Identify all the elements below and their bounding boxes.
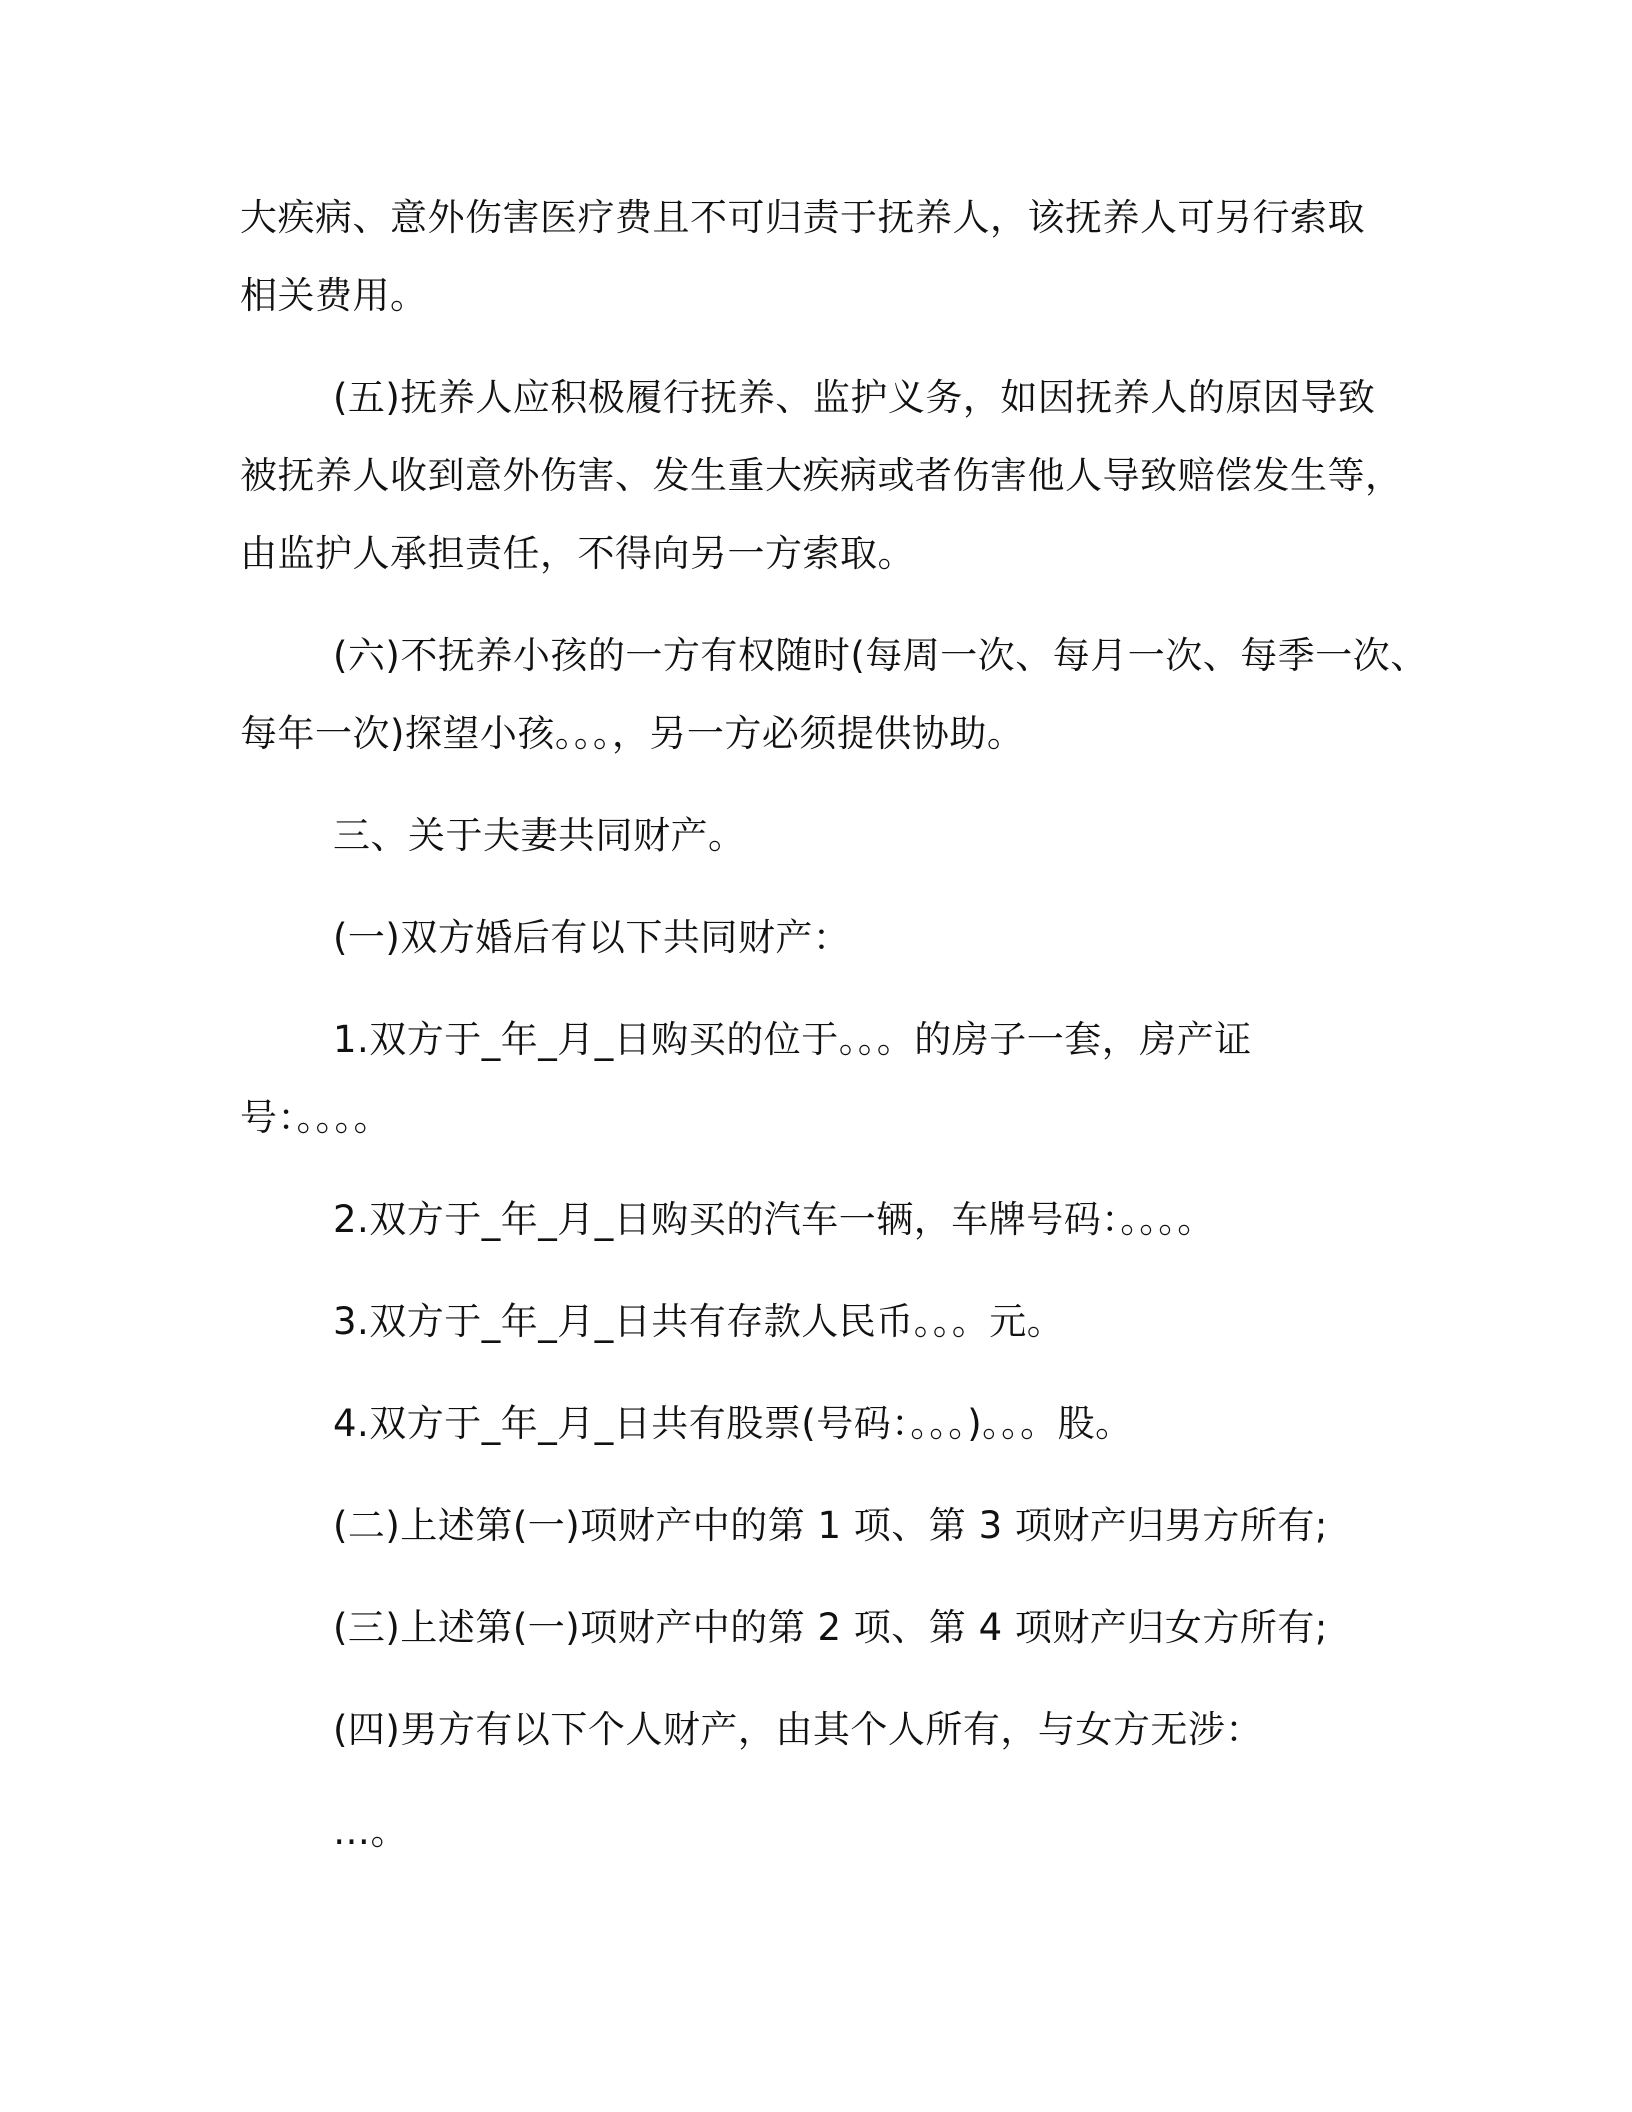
property-item-4: 4.双方于_年_月_日共有股票(号码：。。。)。。。股。 [333, 1402, 1133, 1445]
paragraph-five-line-1: (五)抚养人应积极履行抚养、监护义务，如因抚养人的原因导致 [333, 376, 1376, 419]
item-two: (二)上述第(一)项财产中的第 1 项、第 3 项财产归男方所有; [333, 1504, 1328, 1547]
paragraph-five-line-2: 被抚养人收到意外伤害、发生重大疾病或者伤害他人导致赔偿发生等， [240, 454, 1403, 497]
item-four: (四)男方有以下个人财产，由其个人所有，与女方无涉： [333, 1708, 1263, 1751]
item-three: (三)上述第(一)项财产中的第 2 项、第 4 项财产归女方所有; [333, 1606, 1328, 1649]
section-three-heading: 三、关于夫妻共同财产。 [333, 814, 746, 857]
property-item-2: 2.双方于_年_月_日购买的汽车一辆，车牌号码：。。。。 [333, 1198, 1215, 1241]
text-line-2: 相关费用。 [240, 274, 428, 317]
property-item-3: 3.双方于_年_月_日共有存款人民币。。。元。 [333, 1300, 1065, 1343]
property-item-1-line-1: 1.双方于_年_月_日购买的位于。。。的房子一套，房产证 [333, 1018, 1252, 1061]
text-line-1: 大疾病、意外伤害医疗费且不可归责于抚养人，该抚养人可另行索取 [240, 196, 1365, 239]
paragraph-five-line-3: 由监护人承担责任，不得向另一方索取。 [240, 532, 915, 575]
item-one-heading: (一)双方婚后有以下共同财产： [333, 916, 851, 959]
ellipsis-line: …。 [333, 1810, 408, 1853]
paragraph-six-line-1: (六)不抚养小孩的一方有权随时(每周一次、每月一次、每季一次、 [333, 634, 1428, 677]
paragraph-six-line-2: 每年一次)探望小孩。。。，另一方必须提供协助。 [240, 712, 1025, 755]
property-item-1-line-2: 号：。。。。 [240, 1096, 391, 1139]
